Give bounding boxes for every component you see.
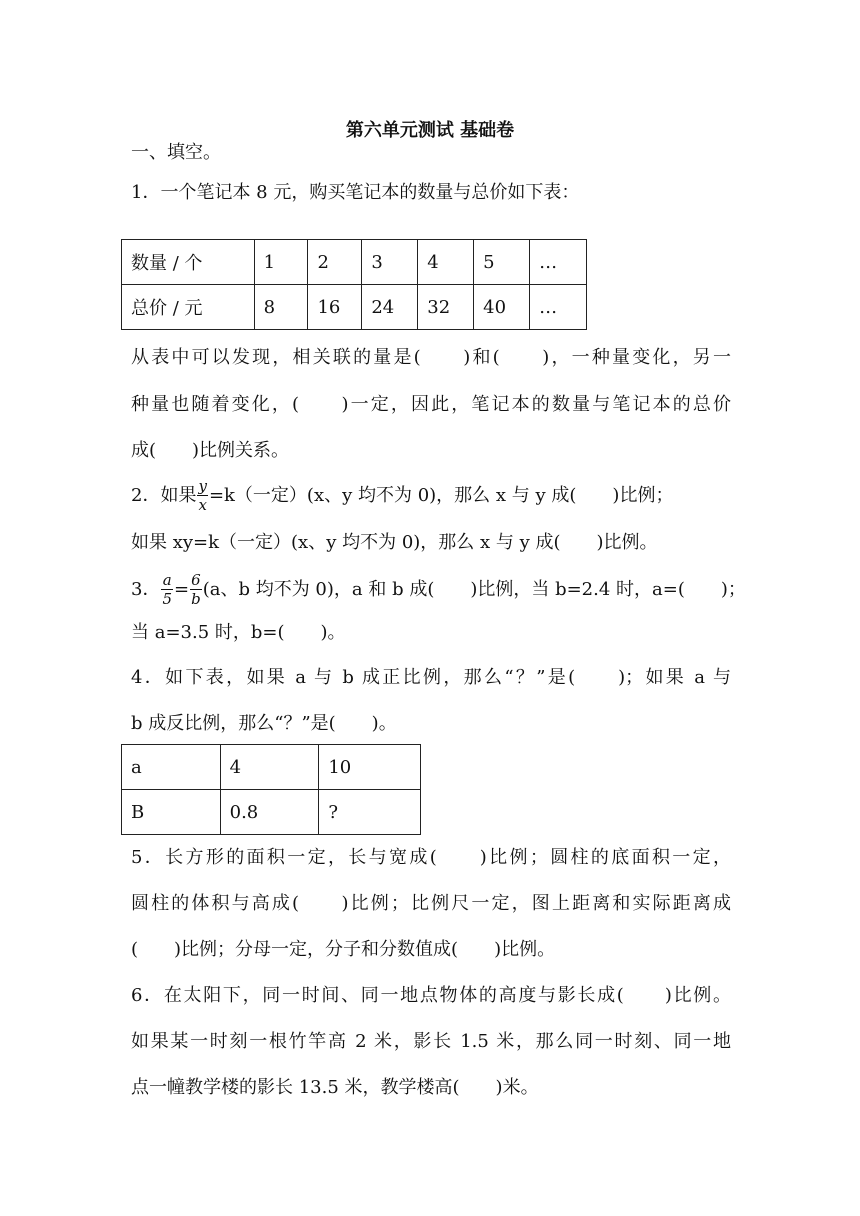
table-row: [122, 240, 587, 285]
table-cell: 5: [474, 240, 530, 285]
fraction-denominator: x: [198, 496, 207, 514]
table-cell: 4: [418, 240, 474, 285]
fraction-numerator: a: [162, 571, 172, 589]
fraction-denominator: b: [191, 590, 201, 608]
table-cell: 32: [418, 285, 474, 330]
table-cell: 10: [319, 745, 421, 790]
table-cell: 0.8: [220, 790, 319, 835]
q2-line2: 如果 xy=k（一定）(x、y 均不为 0)，那么 x 与 y 成( )比例。: [131, 532, 658, 553]
table-row: [122, 745, 421, 790]
table-cell: 16: [308, 285, 362, 330]
fraction-numerator: y: [198, 477, 207, 495]
table-cell: 3: [362, 240, 418, 285]
q3-prefix: 3．: [131, 579, 161, 600]
table-cell: ?: [319, 790, 421, 835]
q6-line3: 点一幢教学楼的影长 13.5 米，教学楼高( )米。: [131, 1077, 539, 1098]
q5-line2: 圆柱的体积与高成( )比例；比例尺一定，图上距离和实际距离成: [131, 893, 731, 914]
q3-fraction-a: [161, 573, 173, 607]
q6-line2: 如果某一时刻一根竹竿高 2 米，影长 1.5 米，那么同一时刻、同一地: [131, 1031, 731, 1052]
q3-line2: 当 a=3.5 时，b=( )。: [131, 622, 346, 643]
table-cell: B: [122, 790, 221, 835]
q5-line3: ( )比例；分母一定，分子和分数值成( )比例。: [131, 939, 556, 960]
q2-line1: [131, 479, 731, 513]
table-cell: 总价 / 元: [122, 285, 255, 330]
q2-fraction: [197, 479, 207, 513]
q3-fraction-b: [190, 573, 202, 607]
table-cell: a: [122, 745, 221, 790]
q1-line2: 种量也随着变化，( )一定，因此，笔记本的数量与笔记本的总价: [131, 394, 731, 415]
q5-line1: 5．长方形的面积一定，长与宽成( )比例；圆柱的底面积一定，: [131, 847, 731, 868]
table-cell: 2: [308, 240, 362, 285]
q1-table: [121, 239, 587, 330]
table-cell: …: [530, 285, 587, 330]
fraction-denominator: 5: [162, 590, 172, 608]
q4-table: [121, 744, 421, 835]
fraction-numerator: 6: [191, 571, 201, 589]
table-cell: …: [530, 240, 587, 285]
table-cell: 24: [362, 285, 418, 330]
table-row: [122, 790, 421, 835]
q1-stem: 1．一个笔记本 8 元，购买笔记本的数量与总价如下表：: [131, 182, 580, 203]
page-title: 第六单元测试 基础卷: [345, 120, 515, 141]
q2-rest: =k（一定）(x、y 均不为 0)，那么 x 与 y 成( )比例；: [208, 485, 674, 506]
table-row: [122, 285, 587, 330]
q3-line1: [131, 571, 746, 608]
q2-prefix: 2．如果: [131, 485, 197, 506]
q6-line1: 6．在太阳下，同一时间、同一地点物体的高度与影长成( )比例。: [131, 985, 731, 1006]
table-cell: 40: [474, 285, 530, 330]
table-cell: 数量 / 个: [122, 240, 255, 285]
q1-line1: 从表中可以发现，相关联的量是( )和( )，一种量变化，另一: [131, 347, 731, 368]
table-cell: 4: [220, 745, 319, 790]
q4-line1: 4．如下表，如果 a 与 b 成正比例，那么“？”是( )；如果 a 与: [131, 667, 731, 688]
section-heading: 一、填空。: [131, 142, 221, 163]
q4-line2: b 成反比例，那么“？”是( )。: [131, 713, 397, 734]
q3-rest: (a、b 均不为 0)，a 和 b 成( )比例，当 b=2.4 时，a=( )；: [202, 579, 746, 600]
q1-line3: 成( )比例关系。: [131, 440, 290, 461]
table-cell: 8: [254, 285, 308, 330]
equals-sign: =: [174, 579, 190, 600]
table-cell: 1: [254, 240, 308, 285]
